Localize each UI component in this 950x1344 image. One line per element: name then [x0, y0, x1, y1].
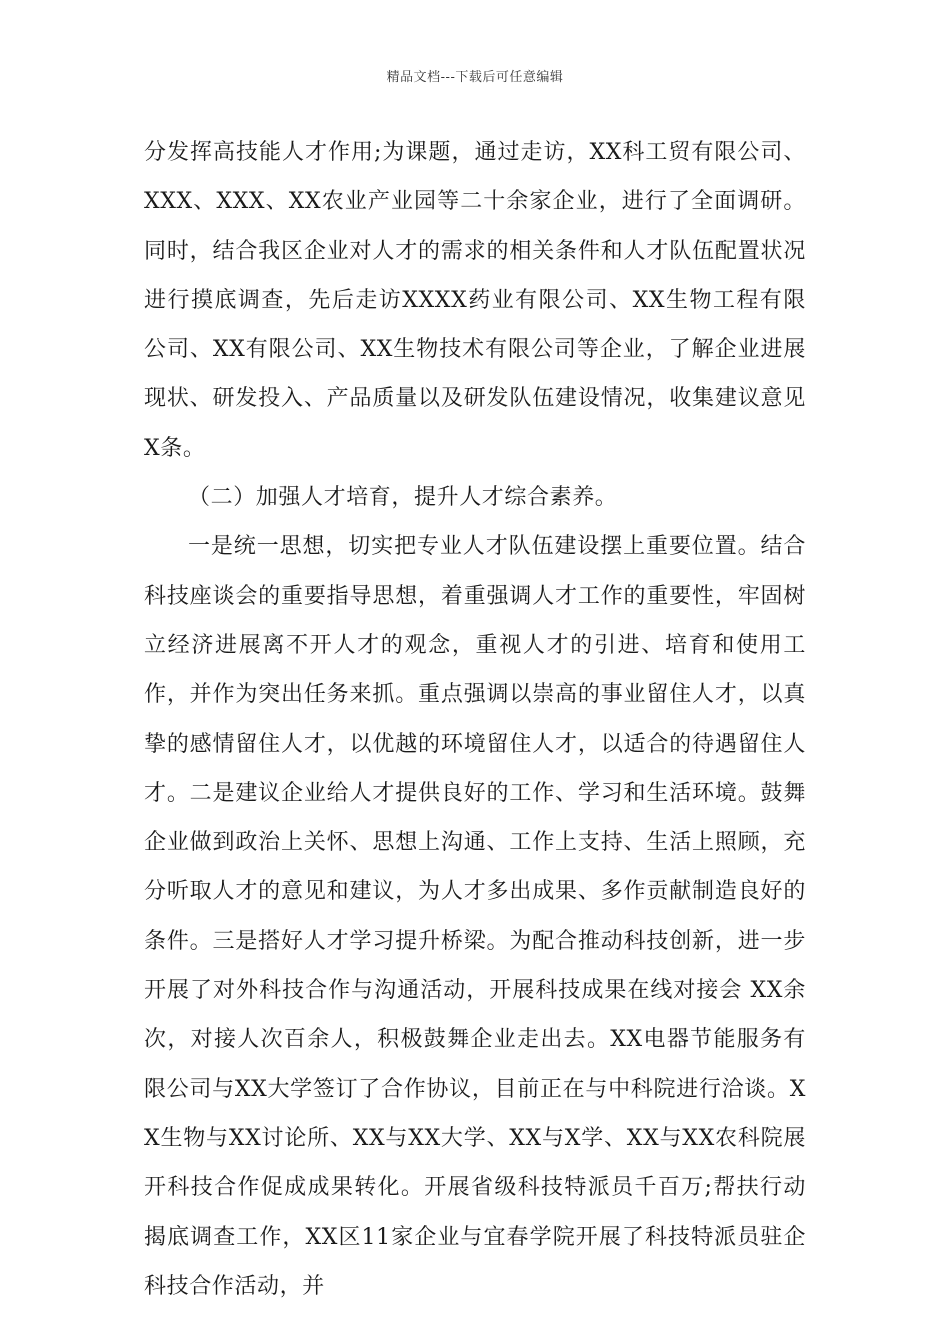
document-body: [144, 128, 806, 1311]
section-heading: （二）加强人才培育，提升人才综合素养。: [188, 485, 618, 511]
paragraph-measures: 一是统一思想，切实把专业人才队伍建设摆上重要位置。结合科技座谈会的重要指导思想，着重强调人才工作的重要性，牢固树立经济进展离不开人才的观念，重视人才的引进、培育和使用工作，并作为突出任务来抓。重点强调以崇高的事业留住人才，以真挚的感情留住人才，以优越的环境留住人才，以适合的待遇留住人才。二是建议企业给人才提供良好的工作、学习和生活环境。鼓舞企业做到政治上关怀、思想上沟通、工作上支持、生活上照顾，充分听取人才的意见和建议，为人才多出成果、多作贡献制造良好的条件。三是搭好人才学习提升桥梁。为配合推动科技创新，进一步开展了对外科技合作与沟通活动，开展科技成果在线对接会 XX余次，对接人次百余人，积极鼓舞企业走出去。XX电器节能服务有限公司与XX大学签订了合作协议，目前正在与中科院进行洽谈。XX生物与XX讨论所、XX与XX大学、XX与X学、XX与XX农科院展开科技合作促成成果转化。开展省级科技特派员千百万;帮扶行动揭底调查工作，XX区11家企业与宜春学院开展了科技特派员驻企科技合作活动，并: [144, 534, 806, 1299]
paragraph-continuation: 分发挥高技能人才作用;为课题，通过走访，XX科工贸有限公司、XXX、XXX、XX农业产业园等二十余家企业，进行了全面调研。同时，结合我区企业对人才的需求的相关条件和人才队伍配置状况进行摸底调查，先后走访XXXX药业有限公司、XX生物工程有限公司、XX有限公司、XX生物技术有限公司等企业，了解企业进展现状、研发投入、产品质量以及研发队伍建设情况，收集建议意见X条。: [144, 140, 806, 461]
page-header: 精品文档---下载后可任意编辑: [386, 70, 564, 85]
